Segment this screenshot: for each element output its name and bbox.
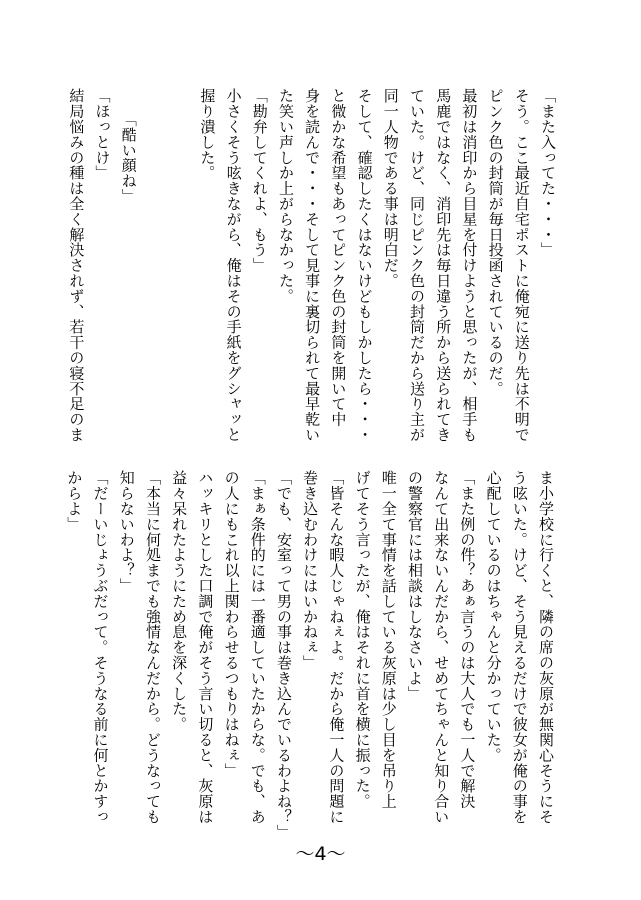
text-line: からよ」 (65, 470, 84, 532)
text-line: ていた。けど、同じピンク色の封筒だから送り主が (407, 88, 426, 443)
text-line: の人にもこれ以上関わらせるつもりはねぇ」 (222, 470, 241, 778)
text-line: 「また例の件？あぁ言うのは大人でも一人で解決 (458, 470, 477, 809)
text-line: 心配しているのはちゃんと分かっていた。 (484, 470, 503, 763)
text-line: 唯一全て事情を話している灰原は少し目を吊り上 (379, 470, 398, 809)
text-line: 「まぁ条件的には一番適していたからな。でも、あ (248, 470, 267, 825)
upper-text-block (63, 88, 561, 448)
text-line: た笑い声しか上がらなかった。 (276, 88, 295, 304)
text-line: 「酷い顔ね」 (119, 88, 138, 204)
text-line: ま小学校に行くと、隣の席の灰原が無関心そうにそ (537, 470, 555, 825)
text-line: 小さくそう呟きながら、俺はその手紙をグシャッと (224, 88, 243, 443)
text-line: 「でも、安室って男の事は巻き込んでいるわよね？」 (274, 470, 293, 840)
text-line: の警察官には相談はしなさいよ」 (405, 470, 424, 701)
text-line: 巻き込むわけにはいかねぇ」 (301, 470, 320, 671)
text-line: 益々呆れたようにため息を深くした。 (170, 470, 189, 732)
text-line: ハッキリとした口調で俺がそう言い切ると、灰原は (196, 470, 215, 825)
text-line: 同一人物である事は明白だ。 (381, 88, 400, 289)
text-line: 「ほっとけ」 (93, 88, 112, 181)
text-line: ピンク色の封筒が毎日投函されているのだ。 (486, 88, 505, 396)
text-line: 握り潰した。 (198, 88, 217, 181)
text-line: 「また入ってた・・・」 (539, 88, 557, 258)
text-line: 知らないわよ？」 (117, 470, 136, 594)
text-line: と微かな希望もあってピンク色の封筒を開いて中 (329, 88, 348, 427)
text-line: そして、確認したくはないけどもしかしたら・・・ (355, 88, 374, 443)
text-line: 馬鹿ではなく、消印先は毎日違う所から送られてき (434, 88, 453, 443)
page-number: ～4～ (295, 843, 346, 865)
text-line: 「だーいじょうぶだって。そうなる前に何とかすっ (91, 470, 110, 825)
text-line: 「本当に何処までも強情なんだから。どうなっても (143, 470, 162, 825)
text-line: げてそう言ったが、俺はそれに首を横に振った。 (353, 470, 372, 809)
text-line: そう。ここ最近自宅ポストに俺宛に送り先は不明で (512, 88, 531, 443)
blank-line (142, 88, 168, 448)
blank-line (168, 88, 194, 448)
text-line: 「皆そんな暇人じゃねぇよ。だから俺一人の問題に (327, 470, 346, 825)
text-line: 最初は消印から目星を付けようと思ったが、相手も (460, 88, 479, 443)
text-line: 身を読んで・・・そして見事に裏切られて最早乾い (303, 88, 322, 443)
text-line: 結局悩みの種は全く解決されず、若干の寝不足のま (67, 88, 86, 443)
lower-text-block (61, 470, 559, 840)
text-line: う呟いた。けど、そう見えるだけで彼女が俺の事を (510, 470, 529, 825)
text-line: 「勘弁してくれよ、もう」 (250, 88, 269, 273)
text-line: なんて出来ないんだから、せめてちゃんと知り合い (432, 470, 451, 825)
